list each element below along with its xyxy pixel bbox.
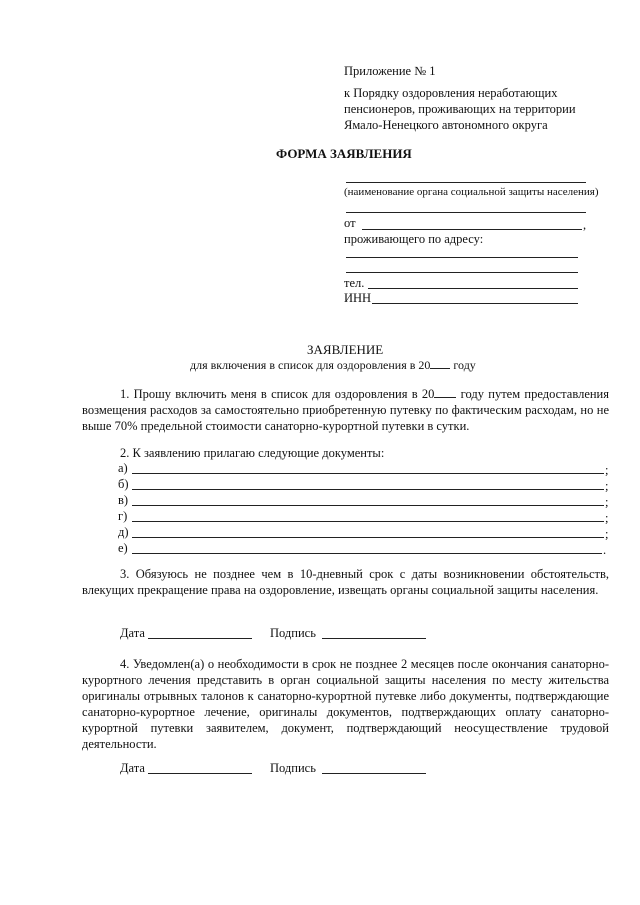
appendix-title: Приложение № 1 (344, 64, 436, 78)
paragraph-4: 4. Уведомлен(а) о необходимости в срок не позднее 2 месяцев после окончания санаторно-курортного лечения представить в орган социальной защиты населения по месту жительства оригиналы отрывных талонов к санаторно-курортной путевке либо документы, подтверждающие санаторно-курортное лечение, оригиналы документов, подтверждающих оплату санаторно-курортной путевки заявителем, документ, подтверждающий неосуществление трудовой деятельности. (82, 657, 609, 751)
address-label: проживающего по адресу: (344, 232, 484, 246)
paragraph-2: 2. К заявлению прилагаю следующие документы: (120, 446, 385, 460)
date-label: Дата (120, 761, 145, 775)
date-label: Дата (120, 626, 145, 640)
doc-item-label: в) (118, 493, 129, 507)
address-field-2[interactable] (346, 272, 578, 273)
address-field-1[interactable] (346, 257, 578, 258)
from-field[interactable] (362, 229, 582, 230)
organ-caption: (наименование органа социальной защиты населения) (344, 186, 599, 198)
signature-field[interactable] (322, 638, 426, 639)
doc-item-line[interactable] (132, 473, 604, 474)
form-title: ФОРМА ЗАЯВЛЕНИЯ (276, 146, 412, 161)
doc-item-label: д) (118, 525, 129, 539)
date-field[interactable] (148, 638, 252, 639)
doc-item-line[interactable] (132, 537, 604, 538)
doc-item-line[interactable] (132, 553, 602, 554)
organ-name-line[interactable] (346, 182, 586, 183)
doc-item-label: г) (118, 509, 128, 523)
inn-field[interactable] (372, 303, 578, 304)
doc-item-end: . (603, 543, 607, 557)
inn-label: ИНН (344, 291, 372, 305)
doc-item-label: е) (118, 541, 128, 555)
doc-item-end: ; (605, 511, 609, 525)
paragraph-3: 3. Обязуюсь не позднее чем в 10-дневный срок с даты возникновении обстоятельств, влекущих прекращение права на оздоровление, извещать органы социальной защиты населения. (82, 567, 609, 597)
appendix-line: к Порядку оздоровления неработающих (344, 86, 558, 100)
organ-name-line-2[interactable] (346, 212, 586, 213)
date-field[interactable] (148, 773, 252, 774)
year-blank[interactable] (430, 357, 450, 369)
from-comma: , (583, 218, 587, 232)
statement-subtitle: для включения в список для оздоровления в 20 году (190, 358, 476, 372)
doc-item-end: ; (605, 479, 609, 493)
appendix-line: Ямало-Ненецкого автономного округа (344, 118, 548, 132)
doc-item-label: б) (118, 477, 129, 491)
doc-item-end: ; (605, 495, 609, 509)
doc-item-line[interactable] (132, 505, 604, 506)
doc-item-end: ; (605, 463, 609, 477)
year-blank-2[interactable] (434, 386, 456, 398)
signature-field[interactable] (322, 773, 426, 774)
appendix-line: пенсионеров, проживающих на территории (344, 102, 576, 116)
statement-title: ЗАЯВЛЕНИЕ (307, 342, 384, 357)
from-label: от (344, 216, 356, 230)
paragraph-1: 1. Прошу включить меня в список для оздоровления в 20 году путем предоставления возмещения расходов за самостоятельно приобретенную путевку по фактическим расходам, но не выше 70% предельной стоимости санаторно-курортной путевки в сутки. (82, 387, 609, 433)
signature-label: Подпись (270, 626, 316, 640)
tel-field[interactable] (368, 288, 578, 289)
doc-item-end: ; (605, 527, 609, 541)
doc-item-line[interactable] (132, 521, 604, 522)
signature-label: Подпись (270, 761, 316, 775)
tel-label: тел. (344, 276, 365, 290)
doc-item-label: а) (118, 461, 128, 475)
doc-item-line[interactable] (132, 489, 604, 490)
